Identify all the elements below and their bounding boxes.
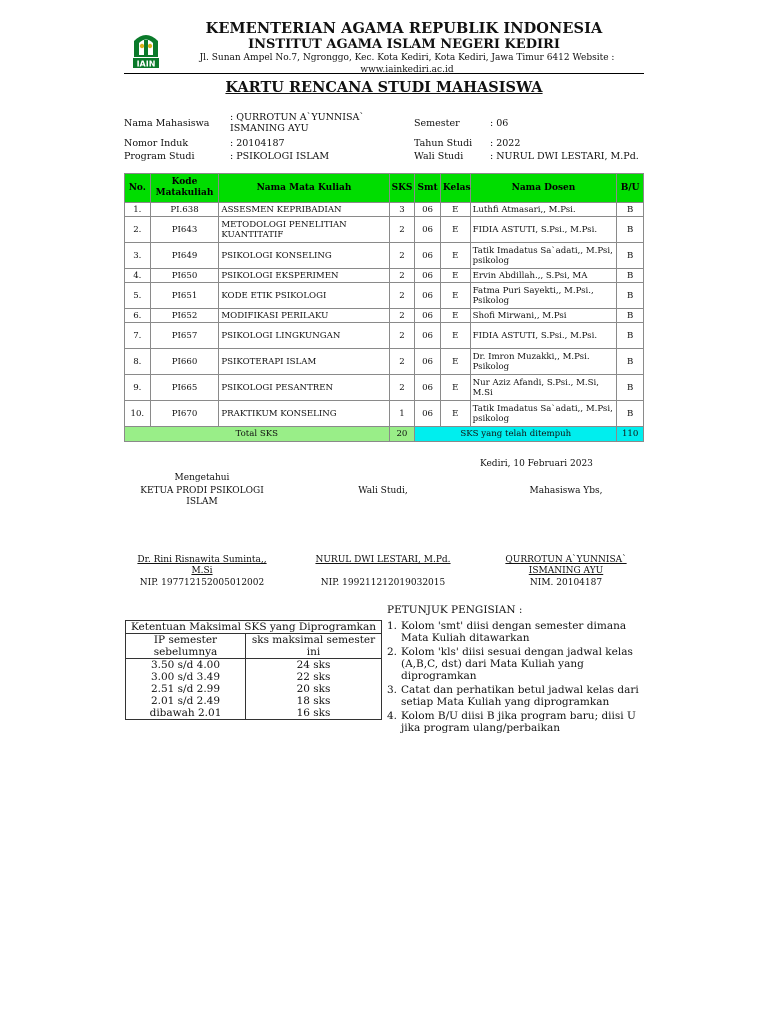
name-label: Nama Mahasiswa — [124, 118, 210, 129]
cell-smt: 06 — [415, 283, 441, 309]
sks-rule-ip: 2.01 s/d 2.49 — [126, 695, 246, 707]
place-date: Kediri, 10 Februari 2023 — [480, 459, 593, 469]
cell-smt: 06 — [415, 203, 441, 217]
cell-sks: 1 — [389, 401, 415, 427]
cell-dosen: Ervin Abdillah.,, S.Psi, MA — [470, 269, 617, 283]
cell-bu: B — [617, 401, 644, 427]
header-nama: Nama Mata Kuliah — [219, 174, 389, 203]
nim-value: : 20104187 — [230, 138, 285, 149]
kaprodi-title: KETUA PRODI PSIKOLOGI ISLAM — [140, 486, 264, 507]
nim-label: Nomor Induk — [124, 138, 189, 149]
cell-no: 9. — [125, 375, 151, 401]
cell-dosen: Nur Aziz Afandi, S.Psi., M.Si, M.Si — [470, 375, 617, 401]
cell-kelas: E — [440, 283, 470, 309]
cell-nama: PSIKOTERAPI ISLAM — [219, 349, 389, 375]
sks-rules-col-sks: sks maksimal semester ini — [246, 634, 382, 659]
cell-nama: PSIKOLOGI KONSELING — [219, 243, 389, 269]
cell-kode: PI643 — [150, 217, 219, 243]
cell-dosen: Dr. Imron Muzakki,, M.Psi. Psikolog — [470, 349, 617, 375]
sks-rule-row — [126, 695, 382, 707]
guide-item-text: Kolom B/U diisi B jika program baru; diisi U jika program ulang/perbaikan — [401, 710, 636, 734]
sks-rule-ip: 3.00 s/d 3.49 — [126, 671, 246, 683]
sks-rule-ip: 3.50 s/d 4.00 — [126, 659, 246, 672]
table-row — [125, 323, 644, 349]
cell-smt: 06 — [415, 323, 441, 349]
cell-kelas: E — [440, 309, 470, 323]
table-header-row — [125, 174, 644, 203]
wali-label: Wali Studi — [414, 151, 464, 162]
table-row — [125, 269, 644, 283]
document-title: KARTU RENCANA STUDI MAHASISWA — [225, 79, 543, 96]
cell-no: 7. — [125, 323, 151, 349]
cell-smt: 06 — [415, 349, 441, 375]
cell-nama: PSIKOLOGI LINGKUNGAN — [219, 323, 389, 349]
iain-logo — [130, 27, 162, 69]
cell-no: 8. — [125, 349, 151, 375]
cell-sks: 2 — [389, 269, 415, 283]
cell-no: 1. — [125, 203, 151, 217]
header-no: No. — [125, 174, 151, 203]
table-row — [125, 349, 644, 375]
cell-bu: B — [617, 203, 644, 217]
cell-sks: 2 — [389, 323, 415, 349]
guide-title: PETUNJUK PENGISIAN : — [387, 604, 523, 616]
cell-kelas: E — [440, 217, 470, 243]
taken-label: SKS yang telah ditempuh — [415, 427, 617, 442]
table-row — [125, 309, 644, 323]
cell-kode: PI657 — [150, 323, 219, 349]
total-label: Total SKS — [125, 427, 390, 442]
guide-item: 3. Catat dan perhatikan betul jadwal kelas dari setiap Mata Kuliah yang diprogramkan — [387, 684, 652, 708]
cell-nama: METODOLOGI PENELITIAN KUANTITATIF — [219, 217, 389, 243]
cell-sks: 2 — [389, 217, 415, 243]
cell-kode: PI650 — [150, 269, 219, 283]
sks-rule-row — [126, 659, 382, 672]
cell-nama: PSIKOLOGI EKSPERIMEN — [219, 269, 389, 283]
cell-kelas: E — [440, 203, 470, 217]
kaprodi-name: Dr. Rini Risnawita Suminta,, M.Si — [137, 555, 267, 576]
sks-rule-row — [126, 707, 382, 720]
guide-item-text: Kolom 'kls' diisi sesuai dengan jadwal kelas (A,B,C, dst) dari Mata Kuliah yang diprogramkan — [401, 646, 633, 682]
wali-name: NURUL DWI LESTARI, M.Pd. — [315, 555, 451, 565]
header-rule — [124, 73, 644, 74]
sks-rule-ip: dibawah 2.01 — [126, 707, 246, 720]
cell-bu: B — [617, 309, 644, 323]
cell-kelas: E — [440, 269, 470, 283]
guide-item: 4. Kolom B/U diisi B jika program baru; diisi U jika program ulang/perbaikan — [387, 710, 652, 734]
cell-sks: 2 — [389, 349, 415, 375]
sks-rule-sks: 18 sks — [246, 695, 382, 707]
table-row — [125, 203, 644, 217]
cell-no: 5. — [125, 283, 151, 309]
cell-smt: 06 — [415, 243, 441, 269]
taken-value: 110 — [617, 427, 644, 442]
table-row — [125, 283, 644, 309]
name-value: : QURROTUN A`YUNNISA` ISMANING AYU — [230, 112, 365, 134]
table-row — [125, 375, 644, 401]
institute-address: Jl. Sunan Ampel No.7, Ngronggo, Kec. Kota Kediri, Kota Kediri, Jawa Timur 6412 Website : www.iainkediri.ac.id — [199, 53, 615, 75]
cell-kelas: E — [440, 401, 470, 427]
ministry-title: KEMENTERIAN AGAMA REPUBLIK INDONESIA — [205, 20, 603, 37]
cell-no: 10. — [125, 401, 151, 427]
cell-kode: PI651 — [150, 283, 219, 309]
cell-smt: 06 — [415, 375, 441, 401]
table-row — [125, 243, 644, 269]
cell-smt: 06 — [415, 309, 441, 323]
cell-bu: B — [617, 269, 644, 283]
year-label: Tahun Studi — [414, 138, 473, 149]
cell-smt: 06 — [415, 217, 441, 243]
cell-bu: B — [617, 283, 644, 309]
svg-text:IAIN: IAIN — [136, 59, 156, 69]
header-sks: SKS — [389, 174, 415, 203]
kaprodi-nip: NIP. 197712152005012002 — [139, 578, 265, 588]
cell-dosen: FIDIA ASTUTI, S.Psi., M.Psi. — [470, 217, 617, 243]
cell-nama: PSIKOLOGI PESANTREN — [219, 375, 389, 401]
year-value: : 2022 — [490, 138, 521, 149]
cell-kode: PI660 — [150, 349, 219, 375]
table-row — [125, 401, 644, 427]
guide-item: 2. Kolom 'kls' diisi sesuai dengan jadwal kelas (A,B,C, dst) dari Mata Kuliah yang diprogramkan — [387, 646, 652, 682]
student-name: QURROTUN A`YUNNISA` ISMANING AYU — [505, 555, 627, 576]
cell-sks: 2 — [389, 375, 415, 401]
cell-nama: PRAKTIKUM KONSELING — [219, 401, 389, 427]
student-nim: NIM. 20104187 — [529, 578, 603, 588]
cell-bu: B — [617, 243, 644, 269]
student-title: Mahasiswa Ybs, — [529, 486, 603, 496]
cell-dosen: Fatma Puri Sayekti,, M.Psi., Psikolog — [470, 283, 617, 309]
cell-no: 6. — [125, 309, 151, 323]
cell-nama: ASSESMEN KEPRIBADIAN — [219, 203, 389, 217]
total-sks: 20 — [389, 427, 415, 442]
semester-label: Semester — [414, 118, 460, 129]
cell-kode: PI649 — [150, 243, 219, 269]
cell-kelas: E — [440, 375, 470, 401]
cell-nama: KODE ETIK PSIKOLOGI — [219, 283, 389, 309]
wali-title: Wali Studi, — [358, 486, 408, 496]
cell-sks: 2 — [389, 309, 415, 323]
cell-no: 4. — [125, 269, 151, 283]
header-bu: B/U — [617, 174, 644, 203]
prodi-label: Program Studi — [124, 151, 195, 162]
cell-sks: 2 — [389, 243, 415, 269]
guide-item: 1. Kolom 'smt' diisi dengan semester dimana Mata Kuliah ditawarkan — [387, 620, 652, 644]
sks-rule-sks: 22 sks — [246, 671, 382, 683]
cell-dosen: Tatik Imadatus Sa`adati,, M.Psi, psikolog — [470, 243, 617, 269]
sks-rule-sks: 16 sks — [246, 707, 382, 720]
header-smt: Smt — [415, 174, 441, 203]
prodi-value: : PSIKOLOGI ISLAM — [230, 151, 330, 162]
cell-no: 2. — [125, 217, 151, 243]
sks-rules-col-ip: IP semester sebelumnya — [126, 634, 246, 659]
cell-bu: B — [617, 217, 644, 243]
sks-rule-ip: 2.51 s/d 2.99 — [126, 683, 246, 695]
wali-nip: NIP. 199211212019032015 — [320, 578, 446, 588]
sks-rule-sks: 20 sks — [246, 683, 382, 695]
course-table — [124, 173, 644, 442]
cell-kelas: E — [440, 323, 470, 349]
cell-nama: MODIFIKASI PERILAKU — [219, 309, 389, 323]
semester-value: : 06 — [490, 118, 509, 129]
cell-dosen: FIDIA ASTUTI, S.Psi., M.Psi. — [470, 323, 617, 349]
cell-dosen: Luthfi Atmasari,, M.Psi. — [470, 203, 617, 217]
cell-no: 3. — [125, 243, 151, 269]
cell-sks: 3 — [389, 203, 415, 217]
header-dosen: Nama Dosen — [470, 174, 617, 203]
cell-dosen: Shofi Mirwani,, M.Psi — [470, 309, 617, 323]
cell-smt: 06 — [415, 401, 441, 427]
cell-smt: 06 — [415, 269, 441, 283]
cell-bu: B — [617, 323, 644, 349]
guide-item-text: Catat dan perhatikan betul jadwal kelas dari setiap Mata Kuliah yang diprogramkan — [401, 684, 639, 708]
header-kode: Kode Matakuliah — [150, 174, 219, 203]
cell-kode: PI.638 — [150, 203, 219, 217]
header-kelas: Kelas — [440, 174, 470, 203]
cell-kelas: E — [440, 243, 470, 269]
cell-kode: PI670 — [150, 401, 219, 427]
guide-item-text: Kolom 'smt' diisi dengan semester dimana Mata Kuliah ditawarkan — [401, 620, 627, 644]
cell-kode: PI652 — [150, 309, 219, 323]
total-row — [125, 427, 644, 442]
cell-kelas: E — [440, 349, 470, 375]
sks-rules-table — [125, 620, 382, 720]
cell-kode: PI665 — [150, 375, 219, 401]
sks-rule-row — [126, 683, 382, 695]
mengetahui-label: Mengetahui — [174, 473, 230, 483]
cell-sks: 2 — [389, 283, 415, 309]
institute-title: INSTITUT AGAMA ISLAM NEGERI KEDIRI — [248, 37, 560, 52]
sks-rules-header-row — [126, 634, 382, 659]
sks-rule-sks: 24 sks — [246, 659, 382, 672]
cell-bu: B — [617, 375, 644, 401]
guide-list — [387, 620, 652, 736]
sks-rule-row — [126, 671, 382, 683]
sks-rules-title-row — [126, 621, 382, 634]
wali-value: : NURUL DWI LESTARI, M.Pd. — [490, 151, 639, 162]
sks-rules-title: Ketentuan Maksimal SKS yang Diprogramkan — [126, 621, 382, 634]
cell-bu: B — [617, 349, 644, 375]
table-row — [125, 217, 644, 243]
cell-dosen: Tatik Imadatus Sa`adati,, M.Psi, psikolog — [470, 401, 617, 427]
